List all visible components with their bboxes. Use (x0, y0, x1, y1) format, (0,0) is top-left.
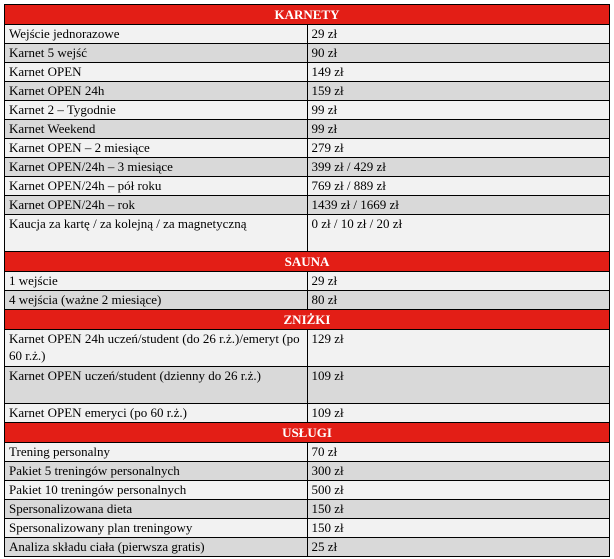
price-row (5, 538, 610, 557)
price-row (5, 404, 610, 423)
section-header-row (5, 423, 610, 443)
item-price: 99 zł (307, 120, 610, 139)
item-price: 80 zł (307, 291, 610, 310)
item-name: Spersonalizowany plan treningowy (5, 519, 308, 538)
item-name: Karnet OPEN (5, 63, 308, 82)
item-price: 769 zł / 889 zł (307, 177, 610, 196)
item-price: 300 zł (307, 462, 610, 481)
section-title: KARNETY (5, 5, 610, 25)
item-price: 399 zł / 429 zł (307, 158, 610, 177)
item-price: 29 zł (307, 272, 610, 291)
section-title: SAUNA (5, 252, 610, 272)
item-price: 0 zł / 10 zł / 20 zł (307, 215, 610, 252)
item-name: Karnet OPEN uczeń/student (dzienny do 26 r.ż.) (5, 367, 308, 404)
price-row (5, 25, 610, 44)
item-name: Karnet OPEN emeryci (po 60 r.ż.) (5, 404, 308, 423)
item-name: Karnet OPEN/24h – pół roku (5, 177, 308, 196)
price-row (5, 177, 610, 196)
section-header-row (5, 252, 610, 272)
price-row (5, 63, 610, 82)
section-header-row (5, 5, 610, 25)
price-list-body (5, 5, 610, 557)
section-title: USŁUGI (5, 423, 610, 443)
item-price: 109 zł (307, 404, 610, 423)
item-name: Karnet 2 – Tygodnie (5, 101, 308, 120)
item-price: 500 zł (307, 481, 610, 500)
item-name: Karnet Weekend (5, 120, 308, 139)
item-price: 70 zł (307, 443, 610, 462)
item-name: Karnet OPEN 24h uczeń/student (do 26 r.ż.)/emeryt (po 60 r.ż.) (5, 330, 308, 367)
item-name: Karnet OPEN 24h (5, 82, 308, 101)
item-price: 99 zł (307, 101, 610, 120)
item-price: 29 zł (307, 25, 610, 44)
price-row (5, 44, 610, 63)
item-name: Spersonalizowana dieta (5, 500, 308, 519)
price-row (5, 158, 610, 177)
item-price: 150 zł (307, 519, 610, 538)
item-name: Karnet OPEN – 2 miesiące (5, 139, 308, 158)
item-price: 129 zł (307, 330, 610, 367)
item-name: Karnet OPEN/24h – rok (5, 196, 308, 215)
item-name: 4 wejścia (ważne 2 miesiące) (5, 291, 308, 310)
item-name: Pakiet 10 treningów personalnych (5, 481, 308, 500)
price-row (5, 101, 610, 120)
price-row (5, 519, 610, 538)
item-name: Kaucja za kartę / za kolejną / za magnetyczną (5, 215, 308, 252)
price-row (5, 196, 610, 215)
price-list-table (4, 4, 610, 557)
price-row (5, 443, 610, 462)
item-name: 1 wejście (5, 272, 308, 291)
item-name: Pakiet 5 treningów personalnych (5, 462, 308, 481)
price-row (5, 462, 610, 481)
price-row (5, 500, 610, 519)
item-name: Karnet OPEN/24h – 3 miesiące (5, 158, 308, 177)
item-name: Wejście jednorazowe (5, 25, 308, 44)
price-row (5, 215, 610, 252)
item-name: Karnet 5 wejść (5, 44, 308, 63)
price-row (5, 367, 610, 404)
price-row (5, 272, 610, 291)
item-price: 25 zł (307, 538, 610, 557)
price-row (5, 481, 610, 500)
price-row (5, 139, 610, 158)
section-title: ZNIŻKI (5, 310, 610, 330)
section-header-row (5, 310, 610, 330)
item-price: 149 zł (307, 63, 610, 82)
price-row (5, 291, 610, 310)
item-name: Analiza składu ciała (pierwsza gratis) (5, 538, 308, 557)
price-row (5, 120, 610, 139)
item-price: 150 zł (307, 500, 610, 519)
item-price: 1439 zł / 1669 zł (307, 196, 610, 215)
price-row (5, 330, 610, 367)
item-price: 109 zł (307, 367, 610, 404)
price-row (5, 82, 610, 101)
item-price: 90 zł (307, 44, 610, 63)
item-price: 159 zł (307, 82, 610, 101)
item-price: 279 zł (307, 139, 610, 158)
item-name: Trening personalny (5, 443, 308, 462)
